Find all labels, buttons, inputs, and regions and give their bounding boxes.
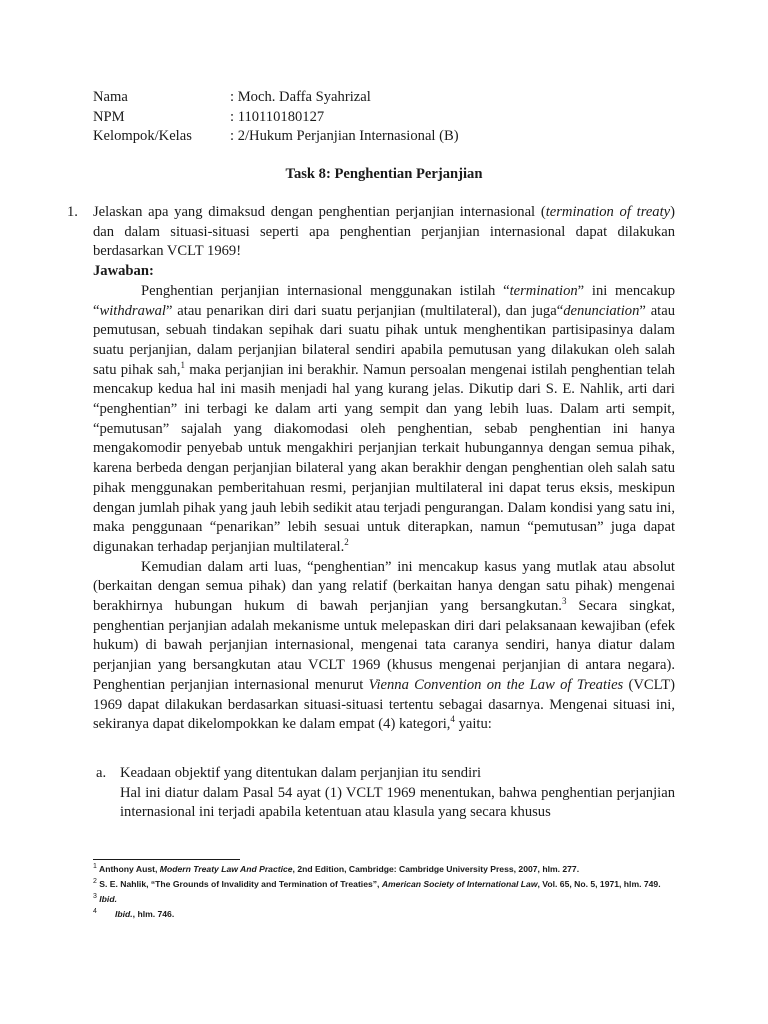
info-label: NPM bbox=[93, 108, 125, 125]
info-row-name bbox=[93, 88, 459, 108]
answer-paragraph-1 bbox=[93, 282, 675, 558]
paragraph-text: (VCLT) 1969 dapat dilakukan berdasarkan situasi-situasi tertentu sebagai dasarnya. Mengenai situasi ini, sekiranya dapat dikelompokkan ke dalam empat (4) kategori, bbox=[93, 676, 676, 733]
info-row-npm bbox=[93, 108, 459, 128]
paragraph-italic: denunciation bbox=[563, 302, 640, 319]
footnote-text: S. E. Nahlik, “The Grounds of Invalidity and Termination of Treaties”, bbox=[99, 879, 382, 889]
paragraph-text: ” atau penarikan diri dari suatu perjanjian (multilateral), dan juga“ bbox=[165, 302, 564, 319]
info-value: : Moch. Daffa Syahrizal bbox=[230, 89, 371, 105]
footnote-italic: Ibid. bbox=[99, 894, 117, 904]
question-text-italic: termination of treaty bbox=[545, 204, 671, 220]
footnote-italic: Ibid. bbox=[115, 909, 133, 919]
footnote-ref[interactable]: 4 bbox=[450, 714, 455, 725]
footnote-mark: 3 bbox=[93, 893, 97, 901]
footnote-ref[interactable]: 1 bbox=[180, 359, 185, 370]
answer-paragraph-2 bbox=[93, 558, 675, 735]
info-label: Nama bbox=[93, 89, 128, 105]
paragraph-italic: Vienna Convention on the Law of Treaties bbox=[368, 676, 624, 693]
sub-item-letter: a. bbox=[96, 765, 107, 781]
student-info bbox=[93, 88, 459, 147]
sub-item-a bbox=[96, 764, 675, 823]
paragraph-text: maka perjanjian ini berakhir. Namun persoalan mengenai istilah penghentian telah mencakup kedua hal ini masih menjadi hal yang kurang jelas. Dikutip dari S. E. Nahlik, arti dari “penghentian” ini terbagi ke dalam arti yang sempit dan yang lebih luas. Dalam arti sempit, “pemutusan” sajalah yang diakomodasi oleh penghentian, sebab penghentian ini hanya mengakomodir penyebab untuk mengakhiri perjanjian terkait hubungannya dengan semua pihak, karena berbeda dengan perjanjian bilateral yang akan berakhir dengan penghentian oleh salah satu pihak menggunakan pemberitahuan resmi, perjanjian multilateral ini dapat terus eksis, meskipun dengan jumlah pihak yang jauh lebih sedikit atau terjadi pengurangan. Dalam kondisi yang satu ini, maka penggunaan “penarikan” lebih sesuai untuk diterapkan, namun “pemutusan” juga dapat digunakan terhadap perjanjian multilateral. bbox=[93, 361, 675, 555]
question-text-part: ) dan dalam situasi-situasi seperti apa penghentian perjanjian internasional dapat dilakukan berdasarkan VCLT 1969! bbox=[93, 204, 676, 260]
footnote-text: , 2nd Edition, Cambridge: Cambridge University Press, 2007, hlm. 277. bbox=[292, 864, 580, 874]
paragraph-text: Secara singkat, penghentian perjanjian adalah mekanisme untuk melepaskan diri dari pelaksanaan kewajiban (efek hukum) di bawah perjanjian internasional, mengenai tata caranya sendiri, hanya diatur dalam perjanjian yang bersangkutan atau VCLT 1969 (khusus mengenai perjanjian di antara negara). Penghentian perjanjian internasional menurut bbox=[93, 598, 675, 693]
sub-item-heading: Keadaan objektif yang ditentukan dalam perjanjian itu sendiri bbox=[120, 765, 482, 781]
page-title: Task 8: Penghentian Perjanjian bbox=[285, 166, 483, 182]
question-text-part: Jelaskan apa yang dimaksud dengan penghentian perjanjian internasional ( bbox=[93, 204, 546, 220]
paragraph-text: yaitu: bbox=[454, 716, 492, 733]
info-row-class bbox=[93, 127, 459, 147]
footnote-text: Anthony Aust, bbox=[98, 864, 160, 874]
sub-item-text: Hal ini diatur dalam Pasal 54 ayat (1) VCLT 1969 menentukan, bahwa penghentian perjanjian internasional ini terjadi apabila ketentuan atau klasula yang secara khusus bbox=[120, 784, 675, 821]
paragraph-text: ” ini mencakup “ bbox=[93, 282, 675, 319]
footnote-text: , hlm. 746. bbox=[132, 909, 175, 919]
question-number: 1. bbox=[67, 204, 78, 220]
paragraph-italic: termination bbox=[509, 282, 578, 299]
footnote-text: , Vol. 65, No. 5, 1971, hlm. 749. bbox=[537, 879, 661, 889]
footnote-1 bbox=[93, 863, 673, 876]
footnote-ref[interactable]: 3 bbox=[561, 596, 567, 607]
paragraph-italic: withdrawal bbox=[99, 302, 166, 319]
info-label: Kelompok/Kelas bbox=[93, 128, 192, 144]
footnote-mark: 2 bbox=[93, 878, 97, 886]
info-value: : 2/Hukum Perjanjian Internasional (B) bbox=[230, 128, 459, 144]
paragraph-text: Kemudian dalam arti luas, “penghentian” ini mencakup kasus yang mutlak atau absolut (berkaitan dengan semua pihak) dan yang relatif (berkaitan hanya dengan satu pihak) mengenai berakhirnya hubungan hukum di bawah perjanjian yang bersangkutan. bbox=[93, 558, 675, 615]
footnote-ref[interactable]: 2 bbox=[344, 537, 349, 548]
question-text bbox=[93, 203, 675, 262]
footnote-4: 4 Ibid., hlm. 746. bbox=[93, 908, 175, 919]
footnotes bbox=[93, 863, 673, 923]
question-body bbox=[93, 203, 675, 735]
paragraph-text: Penghentian perjanjian internasional menggunakan istilah “ bbox=[141, 282, 510, 299]
paragraph-text: ” atau pemutusan, sebuah tindakan sepihak dari suatu pihak untuk menghentikan partisipasinya dalam suatu perjanjian, dalam perjanjian bilateral sendiri apabila pemutusan yang dilakukan oleh salah satu pihak sah, bbox=[93, 302, 676, 378]
footnote-mark: 1 bbox=[93, 863, 97, 871]
answer-label: Jawaban: bbox=[93, 263, 154, 280]
footnote-italic: Modern Treaty Law And Practice bbox=[159, 864, 293, 874]
footnote-italic: American Society of International Law bbox=[381, 879, 538, 889]
footnote-3 bbox=[93, 893, 673, 906]
info-value: : 110110180127 bbox=[230, 108, 325, 125]
footnote-2 bbox=[93, 878, 673, 891]
sub-item-heading-row bbox=[96, 764, 675, 784]
footnote-divider bbox=[93, 859, 240, 860]
